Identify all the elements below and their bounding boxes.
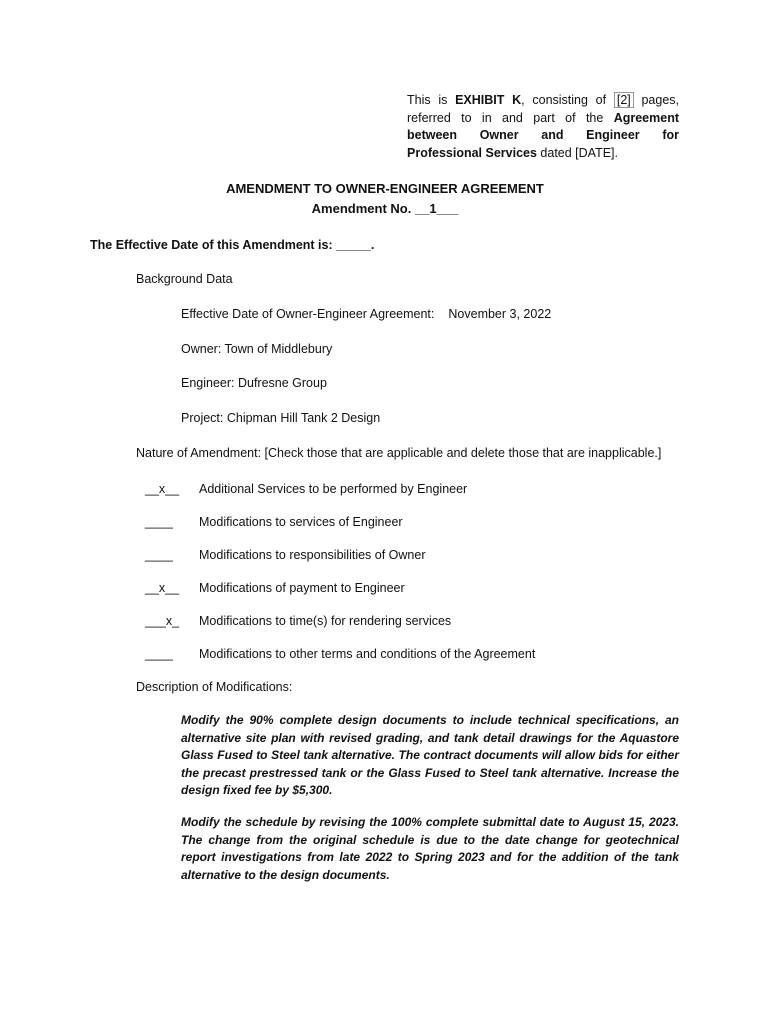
exhibit-note [407, 92, 679, 162]
agreement-date-label: Effective Date of Owner-Engineer Agreement: [181, 307, 435, 321]
check-mark[interactable]: ____ [145, 548, 173, 562]
owner-row: Owner: Town of Middlebury [181, 342, 333, 356]
description-heading: Description of Modifications: [136, 680, 293, 694]
check-mark[interactable]: __x__ [145, 581, 180, 595]
exhibit-text: dated [DATE]. [536, 145, 618, 160]
exhibit-text: , consisting of [521, 93, 614, 107]
option-label: Modifications to time(s) for rendering services [199, 614, 452, 628]
check-mark[interactable]: ____ [145, 515, 173, 529]
page-count-field[interactable]: [2] [614, 92, 634, 108]
background-heading: Background Data [136, 272, 233, 286]
agreement-date-value: November 3, 2022 [448, 307, 552, 321]
modification-paragraph-schedule: Modify the schedule by revising the 100% complete submittal date to August 15, 2023. The change from the original schedule is due to the date change for geotechnical report investigations from late 2022 to Spring 2023 and for the addition of the tank alternative to the design documents. [181, 815, 679, 882]
amendment-option-row [145, 482, 467, 496]
exhibit-text: This is [407, 93, 456, 107]
amendment-option-row [145, 614, 451, 628]
amendment-option-row [145, 581, 405, 595]
document-title: AMENDMENT TO OWNER-ENGINEER AGREEMENT [226, 181, 544, 196]
check-mark[interactable]: ____ [145, 647, 173, 661]
amendment-option-row [145, 647, 535, 661]
check-mark[interactable]: ___x_ [145, 614, 180, 628]
amendment-number: Amendment No. __1___ [311, 201, 459, 216]
amendment-option-row [145, 548, 426, 562]
option-label: Modifications of payment to Engineer [199, 581, 405, 595]
option-label: Additional Services to be performed by Engineer [199, 482, 468, 496]
option-label: Modifications to other terms and conditions of the Agreement [199, 647, 536, 661]
effective-date-line: The Effective Date of this Amendment is: _____. [90, 238, 375, 252]
amendment-option-row [145, 515, 403, 529]
project-row: Project: Chipman Hill Tank 2 Design [181, 411, 381, 425]
agreement-name: Agreement between Owner and Engineer for Professional Services [407, 110, 679, 160]
check-mark[interactable]: __x__ [145, 482, 180, 496]
engineer-row: Engineer: Dufresne Group [181, 376, 327, 390]
exhibit-text: pages, referred to in and part of the [407, 93, 680, 125]
option-label: Modifications to services of Engineer [199, 515, 403, 529]
agreement-date-row [181, 307, 551, 321]
option-label: Modifications to responsibilities of Owner [199, 548, 426, 562]
modification-paragraph-fee: Modify the 90% complete design documents to include technical specifications, an alternative site plan with revised grading, and tank detail drawings for the Aquastore Glass Fused to Steel tank alternative. The contract documents will allow bids for either the precast prestressed tank or the Glass Fused to Steel tank alternative. Increase the design fixed fee by $5,300. [181, 713, 679, 797]
exhibit-label: EXHIBIT K [455, 93, 522, 107]
nature-heading: Nature of Amendment: [Check those that are applicable and delete those that are inapplicable.] [136, 446, 662, 460]
